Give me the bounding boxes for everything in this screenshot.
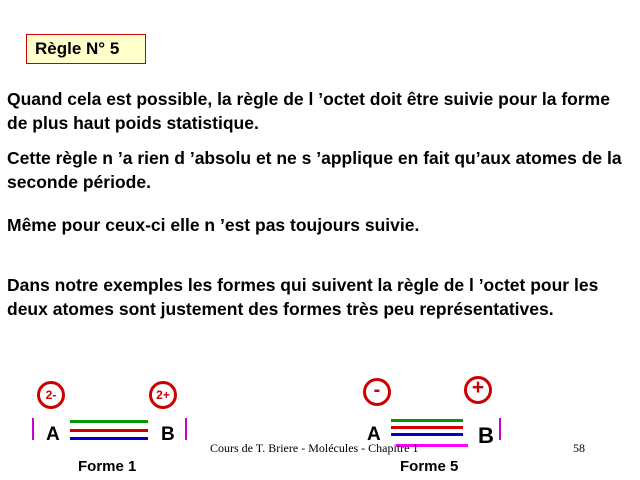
formal-charge-a: - [363,378,391,406]
bond-line-3 [391,433,463,436]
atom-b: B [161,424,175,445]
formal-charge-a: 2- [37,381,65,409]
bond-line-2 [70,429,148,432]
footer-text: Cours de T. Briere - Molécules - Chapitre 1 [210,441,419,455]
form-label: Forme 5 [400,458,459,475]
bond-line-3 [70,437,148,440]
lone-pair-b [499,418,501,440]
atom-b: B [478,423,494,448]
formal-charge-b: + [464,376,492,404]
lone-pair-b [185,418,187,440]
formal-charge-b: 2+ [149,381,177,409]
paragraph-1: Quand cela est possible, la règle de l ’octet doit être suivie pour la forme de plus haut poids statistique. [7,89,610,133]
bond-line-1 [70,420,148,423]
form-label: Forme 1 [78,458,137,475]
paragraph-2: Cette règle n ’a rien d ’absolu et ne s ’applique en fait qu’aux atomes de la seconde période. [7,148,622,192]
paragraph-4: Dans notre exemples les formes qui suivent la règle de l ’octet pour les deux atomes sont justement des formes très peu représentatives. [7,275,599,319]
page-number: 58 [573,441,585,455]
paragraph-3: Même pour ceux-ci elle n ’est pas toujours suivie. [7,215,420,235]
bond-line-1 [391,419,463,422]
lone-pair-a [32,418,34,440]
bond-line-2 [391,426,463,429]
slide-title: Règle N° 5 [26,34,146,64]
atom-a: A [46,424,60,445]
atom-a: A [367,424,381,445]
